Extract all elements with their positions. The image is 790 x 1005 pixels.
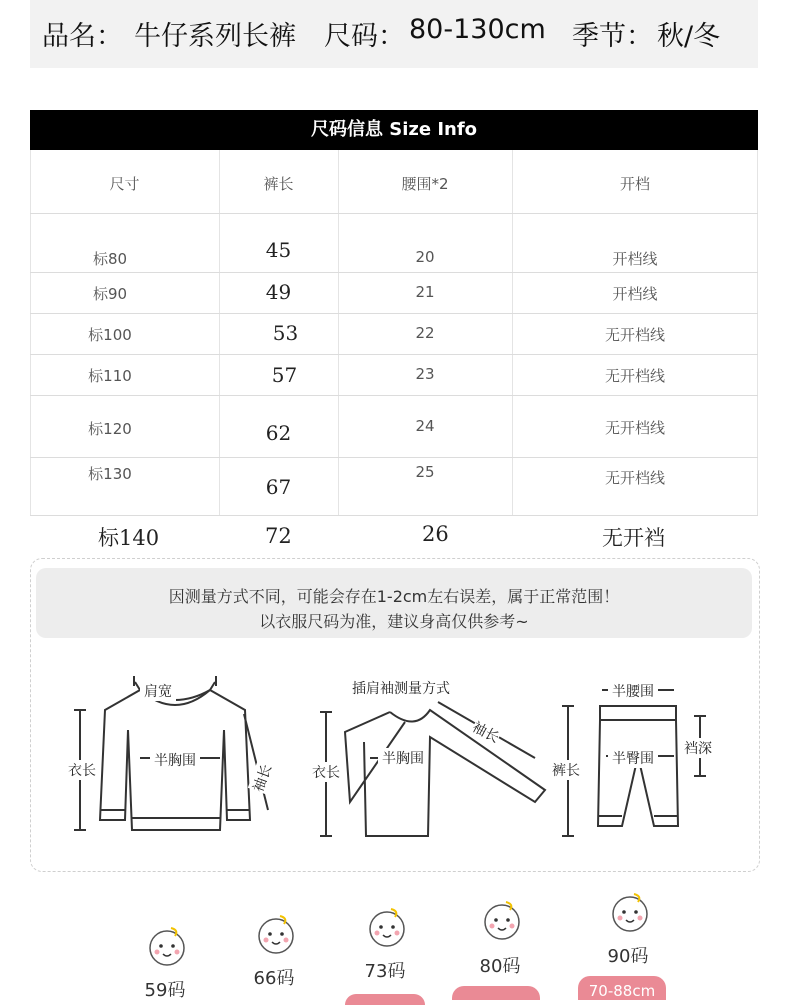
size-range-label: 尺码：	[324, 21, 405, 52]
size-label: 90码	[607, 946, 649, 967]
row-size: 标80	[92, 250, 128, 268]
baby-face-icon	[254, 912, 298, 956]
column-header-crotch: 开档	[619, 175, 650, 193]
column-header-waist: 腰围*2	[401, 175, 449, 193]
sweater-diagram	[60, 670, 280, 850]
sleeve-label: 袖长	[248, 761, 276, 794]
row-size: 标130	[88, 465, 132, 483]
product-name-label: 品名：	[42, 21, 123, 52]
hip-label: 半臀围	[608, 748, 658, 768]
row-crotch: 无开档线	[604, 326, 665, 344]
shoulder-label: 肩宽	[140, 681, 176, 701]
column-divider	[30, 150, 31, 516]
season-label: 季节：	[572, 21, 653, 52]
row-crotch: 无开裆	[602, 526, 665, 550]
row-waist: 24	[415, 417, 435, 435]
row-length: 72	[265, 524, 292, 548]
size-option-80	[450, 898, 550, 1000]
size-option-59	[115, 924, 215, 1000]
column-header-size: 尺寸	[109, 175, 140, 193]
product-name-value: 牛仔系列长裤	[134, 21, 296, 52]
season-value: 秋/冬	[657, 21, 721, 52]
measurement-notice	[36, 568, 752, 638]
row-divider	[30, 313, 758, 314]
size-option-73	[335, 905, 435, 1000]
row-crotch: 无开档线	[604, 419, 665, 437]
rise-label: 裆深	[684, 738, 712, 758]
row-size: 标90	[92, 285, 128, 303]
row-waist: 26	[422, 522, 449, 546]
notice-line-1: 因测量方式不同，可能会存在1-2cm左右误差，属于正常范围！	[168, 587, 620, 606]
row-length: 67	[265, 475, 292, 499]
pants-diagram	[550, 676, 750, 846]
sleeve-label: 袖长	[469, 717, 503, 748]
height-range-pill: 70-88cm	[578, 976, 666, 1000]
row-size: 标110	[88, 367, 132, 385]
size-label: 66码	[253, 968, 295, 989]
row-crotch: 无开档线	[604, 367, 665, 385]
row-waist: 25	[415, 463, 435, 481]
row-divider	[30, 457, 758, 458]
row-size: 标140	[98, 526, 160, 550]
row-divider	[30, 395, 758, 396]
row-crotch: 开档线	[612, 250, 658, 268]
row-crotch: 开档线	[612, 285, 658, 303]
size-label: 59码	[144, 980, 186, 1001]
length-label: 衣长	[68, 760, 96, 780]
baby-face-icon	[480, 898, 524, 942]
baby-face-icon	[145, 924, 189, 968]
size-label: 73码	[364, 961, 406, 982]
row-length: 45	[265, 238, 292, 262]
size-range-value: 80-130cm	[409, 14, 546, 45]
row-size: 标100	[88, 326, 132, 344]
length-label: 裤长	[552, 760, 580, 780]
row-length: 57	[271, 363, 298, 387]
chest-label: 半胸围	[150, 750, 200, 770]
length-label: 衣长	[312, 762, 340, 782]
row-size: 标120	[88, 420, 132, 438]
row-waist: 22	[415, 324, 435, 342]
raglan-diagram	[300, 672, 560, 842]
row-divider	[30, 354, 758, 355]
notice-line-2: 以衣服尺码为准，建议身高仅供参考~	[259, 612, 529, 631]
baby-face-icon	[365, 905, 409, 949]
row-length: 62	[265, 421, 292, 445]
waist-label: 半腰围	[608, 681, 658, 701]
baby-face-icon	[608, 890, 652, 934]
product-header	[30, 0, 758, 68]
chest-label: 半胸围	[378, 748, 428, 768]
row-crotch: 无开档线	[604, 469, 665, 487]
size-option-90	[578, 890, 678, 1000]
row-divider	[30, 213, 758, 214]
row-divider	[30, 515, 758, 516]
size-label: 80码	[479, 956, 521, 977]
column-header-length: 裤长	[263, 175, 294, 193]
raglan-title: 插肩袖测量方式	[352, 681, 450, 697]
size-info-title: 尺码信息 Size Info	[30, 110, 758, 150]
row-waist: 23	[415, 365, 435, 383]
row-length: 53	[272, 321, 299, 345]
row-divider	[30, 272, 758, 273]
size-option-66	[224, 912, 324, 992]
column-divider	[219, 150, 220, 516]
size-table	[30, 150, 758, 516]
row-waist: 20	[415, 248, 435, 266]
height-range-pill	[452, 986, 540, 1000]
row-waist: 21	[415, 283, 435, 301]
row-length: 49	[265, 280, 292, 304]
